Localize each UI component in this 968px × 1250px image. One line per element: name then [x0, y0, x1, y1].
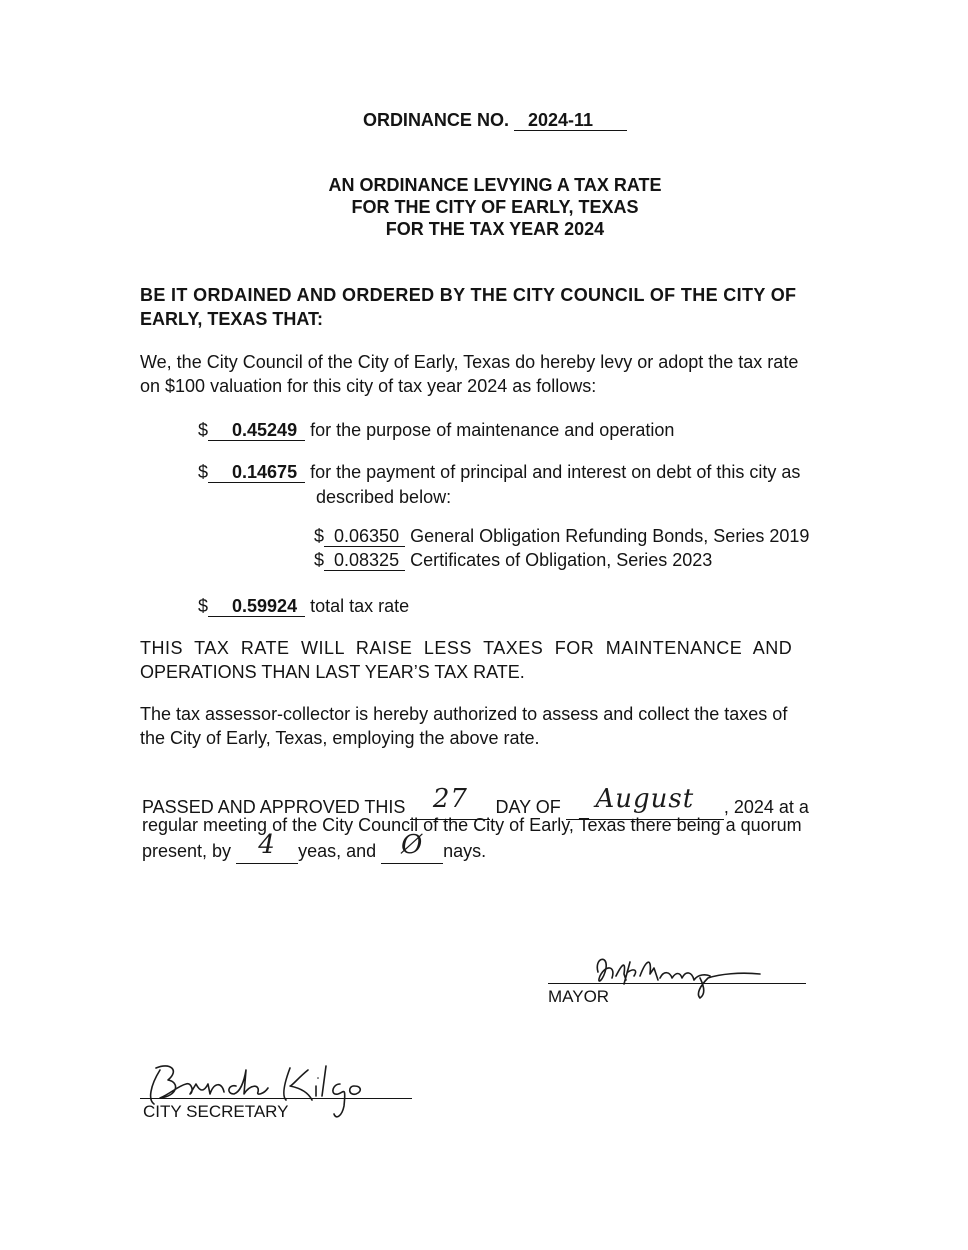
debt-value: 0.14675: [208, 463, 305, 483]
rate-debt: [198, 460, 800, 484]
currency-symbol: $: [314, 550, 325, 570]
bond-row: [314, 524, 809, 548]
currency-symbol: $: [198, 462, 209, 482]
title-line-3: FOR THE TAX YEAR 2024: [385, 219, 605, 239]
rate-maintenance: [198, 418, 674, 442]
yeas-label: yeas, and: [298, 841, 377, 861]
yeas-value: 4: [258, 830, 276, 860]
passed-prefix: PASSED AND APPROVED THIS: [142, 797, 406, 817]
currency-symbol: $: [198, 420, 209, 440]
bond-text: Certificates of Obligation, Series 2023: [410, 550, 713, 570]
debt-text-line-2: described below:: [316, 487, 452, 507]
intro-line-1: We, the City Council of the City of Early, Texas do hereby levy or adopt the tax rate: [140, 352, 799, 372]
total-value: 0.59924: [208, 597, 305, 617]
raise-notice-line-2: OPERATIONS THAN LAST YEAR’S TAX RATE.: [140, 662, 525, 682]
month-value: August: [595, 784, 695, 814]
ordinance-label: ORDINANCE NO.: [362, 110, 509, 130]
nays-field: [381, 830, 443, 864]
raise-notice-line-1: THIS TAX RATE WILL RAISE LESS TAXES FOR MAINTENANCE AND: [140, 638, 793, 658]
ordained-line-2: EARLY, TEXAS THAT:: [140, 309, 324, 329]
bond-value: 0.06350: [324, 527, 405, 547]
present-prefix: present, by: [142, 841, 232, 861]
day-value: 27: [432, 784, 468, 814]
mayor-signature-line: [548, 983, 806, 984]
currency-symbol: $: [198, 596, 209, 616]
nays-label: nays.: [443, 841, 487, 861]
mayor-label: MAYOR: [548, 987, 610, 1006]
vote-line: [142, 830, 487, 864]
title-line-1: AN ORDINANCE LEVYING A TAX RATE: [328, 175, 662, 195]
ordinance-number: 2024-11: [514, 111, 627, 131]
maintenance-value: 0.45249: [208, 421, 305, 441]
meeting-line: regular meeting of the City Council of the City of Early, Texas there being a quorum: [142, 815, 802, 835]
title-line-2: FOR THE CITY OF EARLY, TEXAS: [351, 197, 639, 217]
assessor-line-1: The tax assessor-collector is hereby authorized to assess and collect the taxes of: [140, 704, 788, 724]
bond-row: [314, 548, 712, 572]
intro-line-2: on $100 valuation for this city of tax year 2024 as follows:: [140, 376, 597, 396]
maintenance-text: for the purpose of maintenance and operation: [310, 420, 675, 440]
debt-text-line-1: for the payment of principal and interest on debt of this city as: [310, 462, 801, 482]
rate-total: [198, 594, 409, 618]
total-text: total tax rate: [310, 596, 410, 616]
assessor-line-2: the City of Early, Texas, employing the above rate.: [140, 728, 540, 748]
year-suffix: , 2024 at a: [723, 797, 809, 817]
day-of-label: DAY OF: [495, 797, 561, 817]
bond-value: 0.08325: [324, 551, 405, 571]
ordained-line-1: BE IT ORDAINED AND ORDERED BY THE CITY COUNCIL OF THE CITY OF: [140, 285, 797, 305]
bond-text: General Obligation Refunding Bonds, Series 2019: [410, 526, 810, 546]
secretary-signature-line: [140, 1098, 412, 1099]
ordinance-number-line: [0, 110, 968, 131]
nays-value: Ø: [400, 830, 424, 860]
yeas-field: [236, 830, 298, 864]
secretary-label: CITY SECRETARY: [143, 1102, 289, 1121]
currency-symbol: $: [314, 526, 325, 546]
